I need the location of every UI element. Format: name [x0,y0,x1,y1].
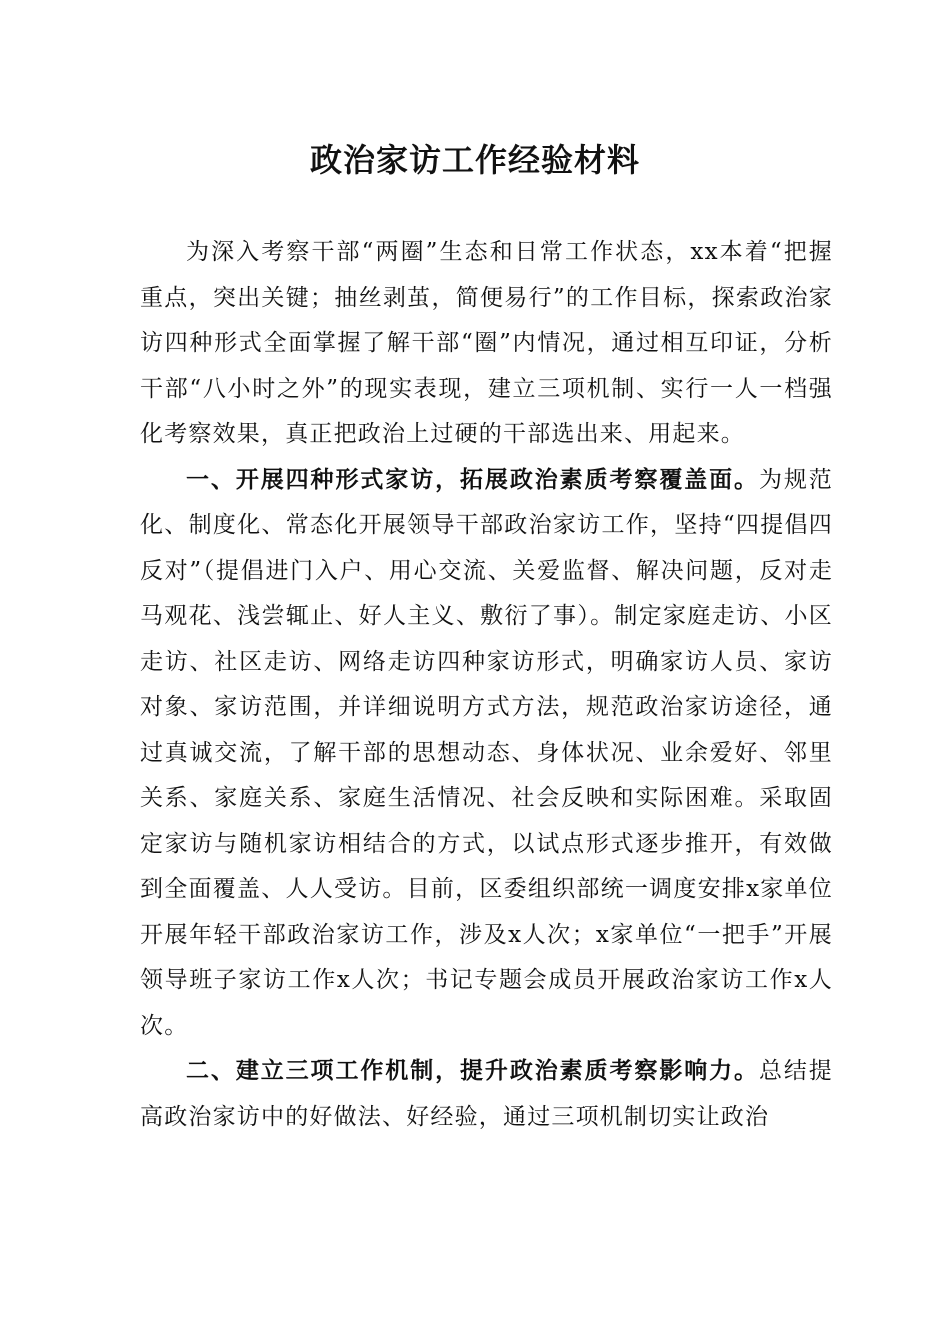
section-two-heading: 二、建立三项工作机制，提升政治素质考察影响力。 [186,1058,759,1084]
section-one-heading: 一、开展四种形式家访，拓展政治素质考察覆盖面。 [186,466,759,493]
section-two-text: 总结提高政治家访中的好做法、好经验，通过三项机制切实让政治 [140,1058,833,1130]
paragraph-section-one [140,458,833,1050]
document-body [140,230,833,1140]
section-one-text: 为规范化、制度化、常态化开展领导干部政治家访工作，坚持“四提倡四反对”（提倡进门入户、用心交流、关爱监督、解决问题，反对走马观花、浅尝辄止、好人主义、敷衍了事）。制定家庭走访、小区走访、社区走访、网络走访四种家访形式，明确家访人员、家访对象、家访范围，并详细说明方式方法，规范政治家访途径，通过真诚交流，了解干部的思想动态、身体状况、业余爱好、邻里关系、家庭关系、家庭生活情况、社会反映和实际困难。采取固定家访与随机家访相结合的方式，以试点形式逐步推开，有效做到全面覆盖、人人受访。目前，区委组织部统一调度安排x家单位开展年轻干部政治家访工作，涉及x人次；x家单位“一把手”开展领导班子家访工作x人次；书记专题会成员开展政治家访工作x人次。 [140,466,833,1039]
paragraph-intro [140,230,833,458]
document-title: 政治家访工作经验材料 [309,141,640,179]
paragraph-intro-text: 为深入考察干部“两圈”生态和日常工作状态，xx本着“把握重点，突出关键；抽丝剥茧，简便易行”的工作目标，探索政治家访四种形式全面掌握了解干部“圈”内情况，通过相互印证，分析干部“八小时之外”的现实表现，建立三项机制、实行一人一档强化考察效果，真正把政治上过硬的干部选出来、用起来。 [140,239,833,447]
paragraph-section-two [140,1049,833,1140]
